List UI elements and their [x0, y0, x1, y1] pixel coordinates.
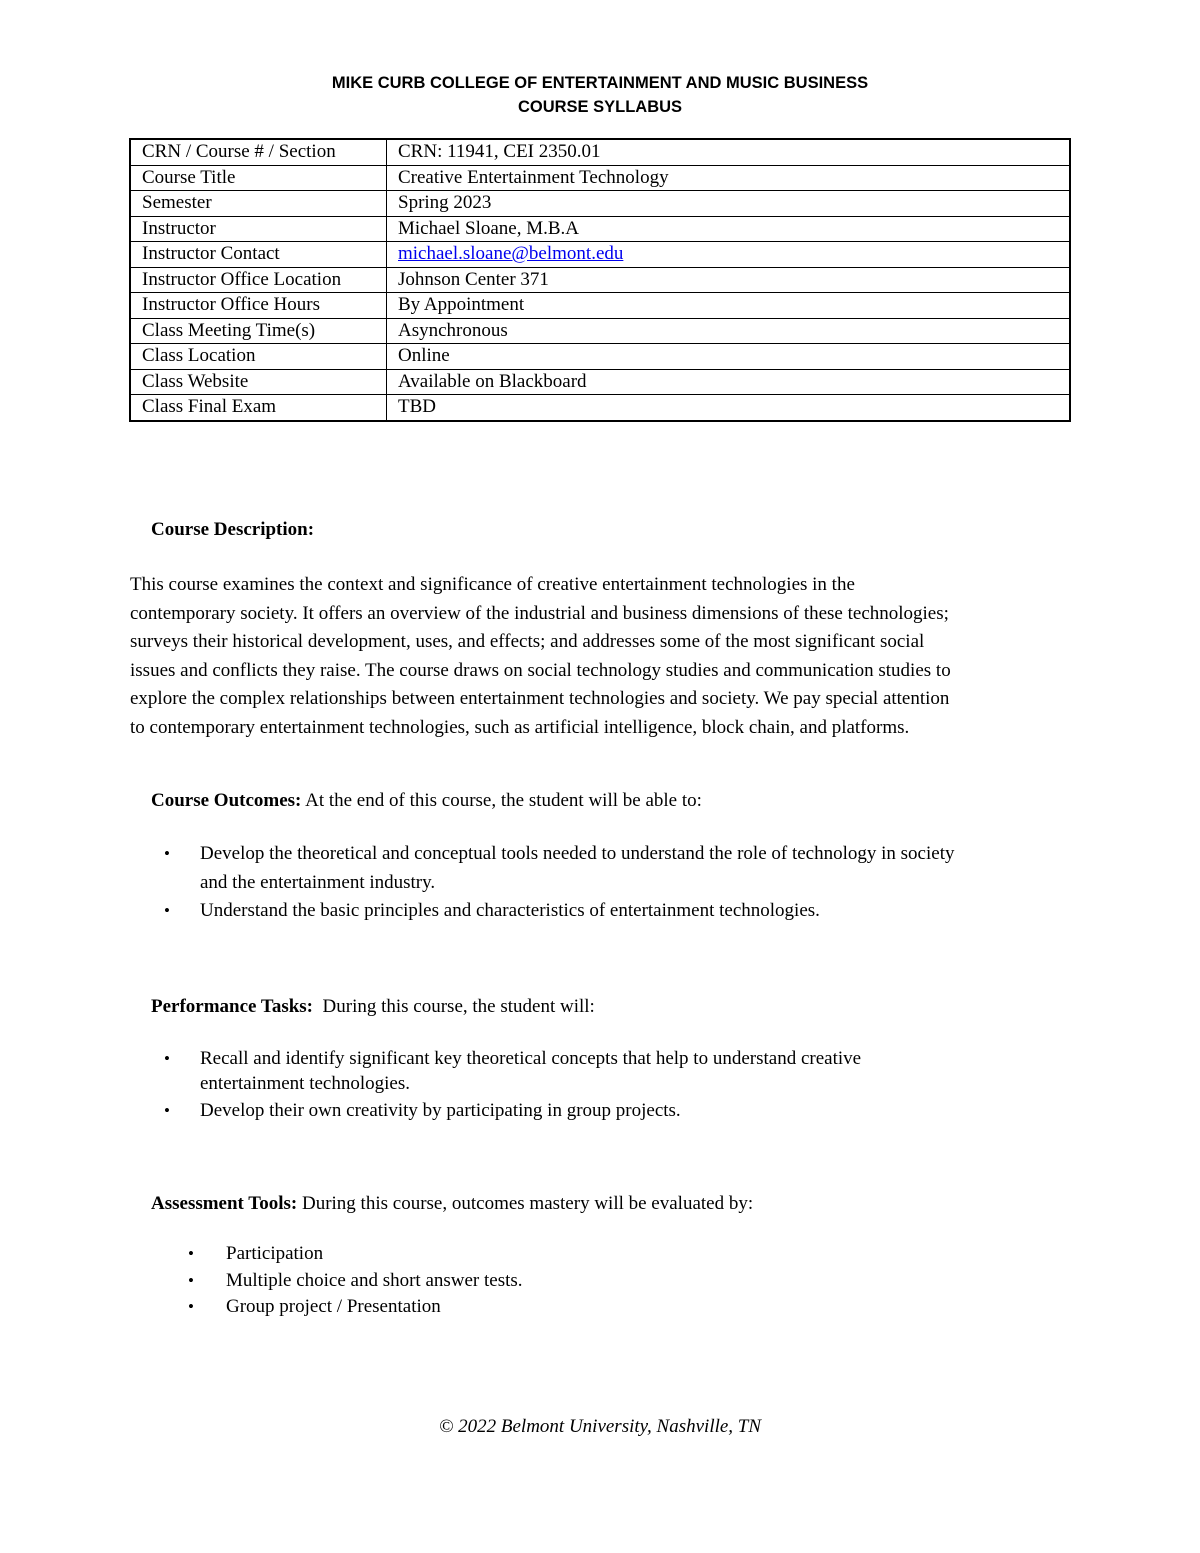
table-row — [130, 293, 1070, 319]
table-row — [130, 267, 1070, 293]
description-line: issues and conflicts they raise. The course draws on social technology studies and communication studies to — [130, 659, 951, 681]
assessment-tools-list — [188, 1241, 523, 1321]
assessment-tools-intro — [151, 1190, 753, 1219]
list-item: • Understand the basic principles and characteristics of entertainment technologies. — [200, 897, 954, 926]
document-title: COURSE SYLLABUS — [517, 98, 683, 116]
list-item-continuation: entertainment technologies. — [200, 1073, 410, 1094]
course-outcomes-list — [164, 840, 955, 926]
table-row — [130, 395, 1070, 421]
bullet-icon: • — [188, 1244, 194, 1263]
table-row — [130, 344, 1070, 370]
row-label: CRN / Course # / Section — [130, 139, 387, 165]
course-description-heading: Course Description: — [151, 519, 315, 540]
row-value: Michael Sloane, M.B.A — [387, 216, 1071, 242]
table-row — [130, 242, 1070, 268]
bullet-icon: • — [164, 1049, 170, 1068]
row-value: Asynchronous — [387, 318, 1071, 344]
list-item: • Recall and identify significant key theoretical concepts that help to understand creative — [164, 1048, 862, 1069]
instructor-email-link[interactable]: michael.sloane@belmont.edu — [398, 243, 624, 265]
description-line: This course examines the context and significance of creative entertainment technologies in the — [130, 574, 855, 595]
assessment-tools-heading: Assessment Tools: — [151, 1193, 298, 1214]
list-item: • Develop the theoretical and conceptual tools needed to understand the role of technology in society — [200, 840, 954, 869]
row-label: Instructor — [130, 216, 387, 242]
bullet-icon: • — [164, 901, 170, 921]
table-row — [130, 165, 1070, 191]
bullet-icon: • — [188, 1297, 194, 1316]
list-item: • Multiple choice and short answer tests. — [226, 1268, 523, 1295]
description-line: to contemporary entertainment technologies, such as artificial intelligence, block chain, and platforms. — [130, 716, 910, 738]
course-description-text — [130, 571, 1130, 743]
list-item: • Group project / Presentation — [226, 1294, 523, 1321]
performance-tasks-intro — [151, 993, 595, 1022]
row-value: TBD — [387, 395, 1071, 421]
row-value: Available on Blackboard — [387, 369, 1071, 395]
table-row — [130, 139, 1070, 165]
row-label: Course Title — [130, 165, 387, 191]
table-row — [130, 216, 1070, 242]
list-item-continuation: and the entertainment industry. — [200, 871, 436, 893]
document-header — [0, 71, 1200, 119]
row-value: Online — [387, 344, 1071, 370]
list-item: • Participation — [226, 1241, 523, 1268]
description-line: surveys their historical development, uses, and effects; and addresses some of the most significant social — [130, 631, 925, 653]
college-name: MIKE CURB COLLEGE OF ENTERTAINMENT AND MUSIC BUSINESS — [331, 74, 869, 92]
row-label: Class Location — [130, 344, 387, 370]
assessment-tools-intro-text: During this course, outcomes mastery will be evaluated by: — [297, 1193, 754, 1214]
bullet-icon: • — [164, 844, 170, 863]
description-line: contemporary society. It offers an overview of the industrial and business dimensions of these technologies; — [130, 602, 949, 624]
row-value — [387, 242, 1071, 268]
list-item: • Develop their own creativity by participating in group projects. — [164, 1100, 681, 1121]
table-row — [130, 369, 1070, 395]
course-outcomes-heading: Course Outcomes: — [151, 790, 302, 811]
row-value: Spring 2023 — [387, 191, 1071, 217]
performance-tasks-intro-text: During this course, the student will: — [313, 996, 595, 1017]
table-row — [130, 191, 1070, 217]
row-label: Semester — [130, 191, 387, 217]
row-label: Class Website — [130, 369, 387, 395]
row-label: Instructor Office Location — [130, 267, 387, 293]
course-outcomes-intro — [151, 787, 702, 816]
bullet-icon: • — [188, 1270, 194, 1290]
performance-tasks-list — [164, 1046, 862, 1123]
row-value: Johnson Center 371 — [387, 267, 1071, 293]
performance-tasks-heading: Performance Tasks: — [151, 996, 314, 1017]
row-label: Class Meeting Time(s) — [130, 318, 387, 344]
bullet-icon: • — [164, 1101, 170, 1120]
course-outcomes-intro-text: At the end of this course, the student will be able to: — [301, 790, 702, 811]
table-row — [130, 318, 1070, 344]
row-value: CRN: 11941, CEI 2350.01 — [387, 139, 1071, 165]
row-label: Instructor Office Hours — [130, 293, 387, 319]
row-value: Creative Entertainment Technology — [387, 165, 1071, 191]
description-line: explore the complex relationships between entertainment technologies and society. We pay special attention — [130, 688, 950, 710]
row-label: Instructor Contact — [130, 242, 387, 268]
row-label: Class Final Exam — [130, 395, 387, 421]
course-info-table — [129, 138, 1071, 422]
row-value: By Appointment — [387, 293, 1071, 319]
copyright-footer: © 2022 Belmont University, Nashville, TN — [438, 1416, 762, 1437]
